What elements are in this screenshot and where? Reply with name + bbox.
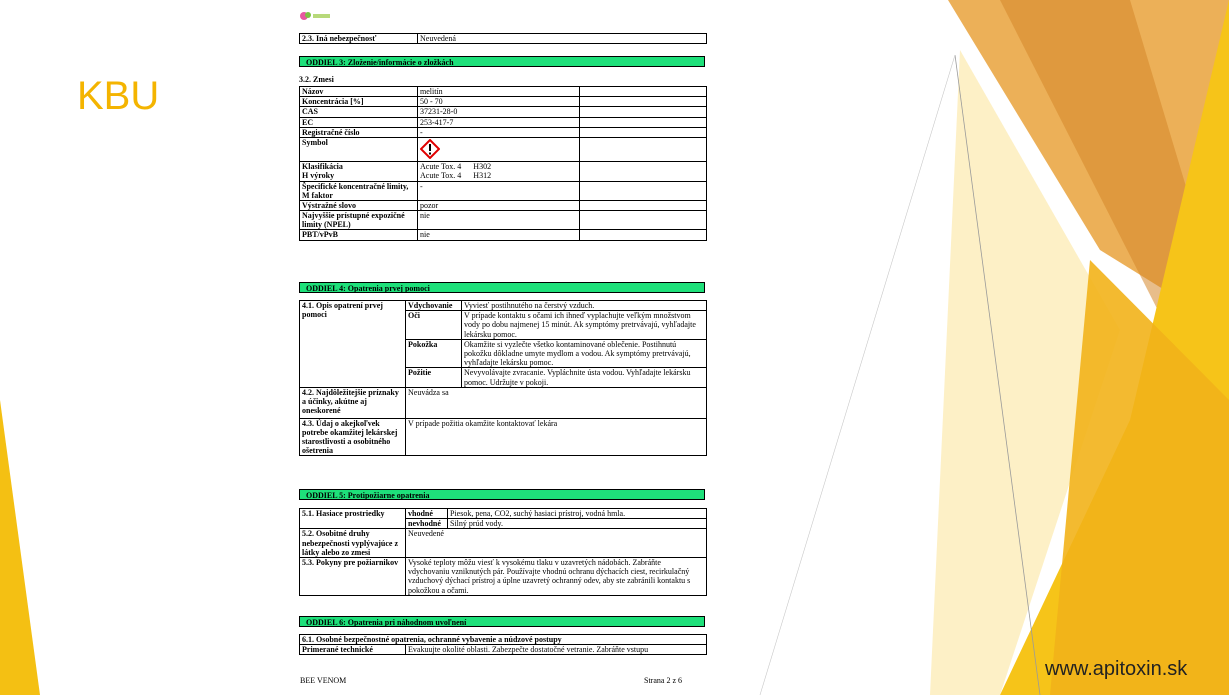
firefighting-label: 5.2. Osobitné druhy nebezpečnosti vyplývajúce z látky alebo zo zmesi — [300, 529, 406, 558]
accidental-release-table — [299, 634, 707, 655]
first-aid-label: 4.3. Údaj o akejkoľvek potrebe okamžitej lekárskej starostlivosti a osobitného ošetrenia — [300, 418, 406, 456]
mix-empty — [580, 97, 707, 107]
mix-label: Najvyššie prístupné expozičné limity (NPEL) — [300, 211, 418, 230]
mix-value: nie — [418, 230, 580, 240]
first-aid-value: Neuvádza sa — [406, 387, 707, 418]
classification-value: Acute Tox. 4 H302 — [420, 162, 492, 172]
mix-value: 253-417-7 — [418, 117, 580, 127]
mix-value: - — [418, 127, 580, 137]
firefighting-label: 5.3. Pokyny pre požiarnikov — [300, 557, 406, 595]
mix-label: CAS — [300, 107, 418, 117]
mix-empty — [580, 200, 707, 210]
first-aid-value: V prípade kontaktu s očami ich ihneď vyplachujte veľkým množstvom vody po dobu najmenej 15 minút. Ak symptómy pretrvávajú, vyhľadajte lekársku pomoc. — [462, 311, 707, 340]
first-aid-value: Okamžite si vyzlečte všetko kontaminované oblečenie. Postihnutú pokožku dôkladne umyte mydlom a vodou. Ak symptómy pretrvávajú, vyhľadajte lekársku pomoc. — [462, 339, 707, 368]
row-label: 2.3. Iná nebezpečnosť — [300, 34, 418, 44]
first-aid-label: 4.2. Najdôležitejšie príznaky a účinky, akútne aj oneskorené — [300, 387, 406, 418]
mix-value — [418, 162, 580, 181]
mix-empty — [580, 117, 707, 127]
table-row — [300, 200, 707, 210]
mix-value: nie — [418, 211, 580, 230]
table-row — [300, 117, 707, 127]
mix-value: 50 - 70 — [418, 97, 580, 107]
company-logo-icon — [298, 9, 332, 23]
table-2-3 — [299, 33, 707, 44]
mix-empty — [580, 181, 707, 200]
table-row — [300, 230, 707, 240]
table-row — [300, 107, 707, 117]
first-aid-value: V prípade požitia okamžite kontaktovať lekára — [406, 418, 707, 456]
table-row — [300, 34, 707, 44]
mix-label — [300, 162, 418, 181]
first-aid-value: Vyviesť postihnutého na čerstvý vzduch. — [462, 301, 707, 311]
mix-label: Koncentrácia [%] — [300, 97, 418, 107]
table-row — [300, 509, 707, 519]
section-6-header: ODDIEL 6: Opatrenia pri náhodnom uvoľnení — [299, 616, 705, 627]
mix-empty — [580, 107, 707, 117]
table-row — [300, 301, 707, 311]
table-row — [300, 127, 707, 137]
mix-label: PBT/vPvB — [300, 230, 418, 240]
first-aid-table — [299, 300, 707, 456]
mix-symbol-cell — [418, 137, 580, 161]
classification-label: Klasifikácia — [302, 162, 343, 172]
first-aid-key: Vdychovanie — [406, 301, 462, 311]
accidental-release-title: 6.1. Osobné bezpečnostné opatrenia, ochranné vybavenie a núdzové postupy — [300, 635, 707, 645]
mix-value: 37231-28-0 — [418, 107, 580, 117]
thin-line-2 — [760, 55, 955, 695]
mix-empty — [580, 137, 707, 161]
accidental-release-label: Primerané technické — [300, 645, 406, 655]
table-row — [300, 418, 707, 456]
document-page — [298, 0, 708, 695]
firefighting-table — [299, 508, 707, 596]
firefighting-key: vhodné — [406, 509, 448, 519]
mix-label: EC — [300, 117, 418, 127]
first-aid-key: Pokožka — [406, 339, 462, 368]
mix-label: Výstražné slovo — [300, 200, 418, 210]
mix-value: pozor — [418, 200, 580, 210]
mix-empty — [580, 127, 707, 137]
first-aid-key: Požitie — [406, 368, 462, 387]
section-3-header: ODDIEL 3: Zloženie/informácie o zložkách — [299, 56, 705, 67]
mixture-table — [299, 86, 707, 241]
accidental-release-value: Evakuujte okolité oblasti. Zabezpečte dostatočné vetranie. Zabráňte vstupu — [406, 645, 707, 655]
table-row — [300, 87, 707, 97]
firefighting-key: nevhodné — [406, 519, 448, 529]
firefighting-value: Neuvedené — [406, 529, 707, 558]
site-url[interactable]: www.apitoxin.sk — [1045, 658, 1188, 680]
table-row — [300, 162, 707, 181]
first-aid-value: Nevyvolávajte zvracanie. Vypláchnite ústa vodou. Vyhľadajte lekársku pomoc. Udržujte v pokoji. — [462, 368, 707, 387]
table-row — [300, 97, 707, 107]
row-value: Neuvedená — [418, 34, 707, 44]
table-row — [300, 635, 707, 645]
left-yellow-shape — [0, 400, 40, 695]
table-row — [300, 211, 707, 230]
table-row — [300, 181, 707, 200]
firefighting-label: 5.1. Hasiace prostriedky — [300, 509, 406, 529]
mix-label: Názov — [300, 87, 418, 97]
footer-left: BEE VENOM — [300, 676, 347, 685]
first-aid-label: 4.1. Opis opatrení prvej pomoci — [300, 301, 406, 388]
firefighting-value: Vysoké teploty môžu viesť k vysokému tlaku v uzavretých nádobách. Zabráňte vdychovaniu vzniknutých pár. Používajte vhodnú ochranu dýchacích ciest, recirkulačný vzduchový dýchací prístroj a úplne uzavretý ochranný odev, aby ste zabránili kontaktu s pokožkou a očami. — [406, 557, 707, 595]
footer-page-number: Strana 2 z 6 — [644, 676, 682, 685]
mix-empty — [580, 87, 707, 97]
section-5-header: ODDIEL 5: Protipožiarne opatrenia — [299, 489, 705, 500]
hazard-exclamation-icon — [420, 139, 440, 159]
firefighting-value: Silný prúd vody. — [448, 519, 707, 529]
mix-label: Špecifické koncentračné limity, M faktor — [300, 181, 418, 200]
section-4-header: ODDIEL 4: Opatrenia prvej pomoci — [299, 282, 705, 293]
first-aid-key: Oči — [406, 311, 462, 340]
classification-value-2: Acute Tox. 4 H312 — [420, 171, 492, 181]
mix-label: Registračné číslo — [300, 127, 418, 137]
mix-value: - — [418, 181, 580, 200]
table-row — [300, 137, 707, 161]
firefighting-value: Piesok, pena, CO2, suchý hasiaci prístroj, vodná hmla. — [448, 509, 707, 519]
mix-empty — [580, 211, 707, 230]
table-row — [300, 529, 707, 558]
mix-value: melitín — [418, 87, 580, 97]
slide-title: KBU — [77, 74, 160, 118]
table-row — [300, 645, 707, 655]
table-row — [300, 387, 707, 418]
mix-empty — [580, 162, 707, 181]
mix-label: Symbol — [300, 137, 418, 161]
table-row — [300, 557, 707, 595]
subsection-3-2: 3.2. Zmesi — [299, 75, 334, 84]
mix-empty — [580, 230, 707, 240]
h-phrases-label: H výroky — [302, 171, 335, 181]
